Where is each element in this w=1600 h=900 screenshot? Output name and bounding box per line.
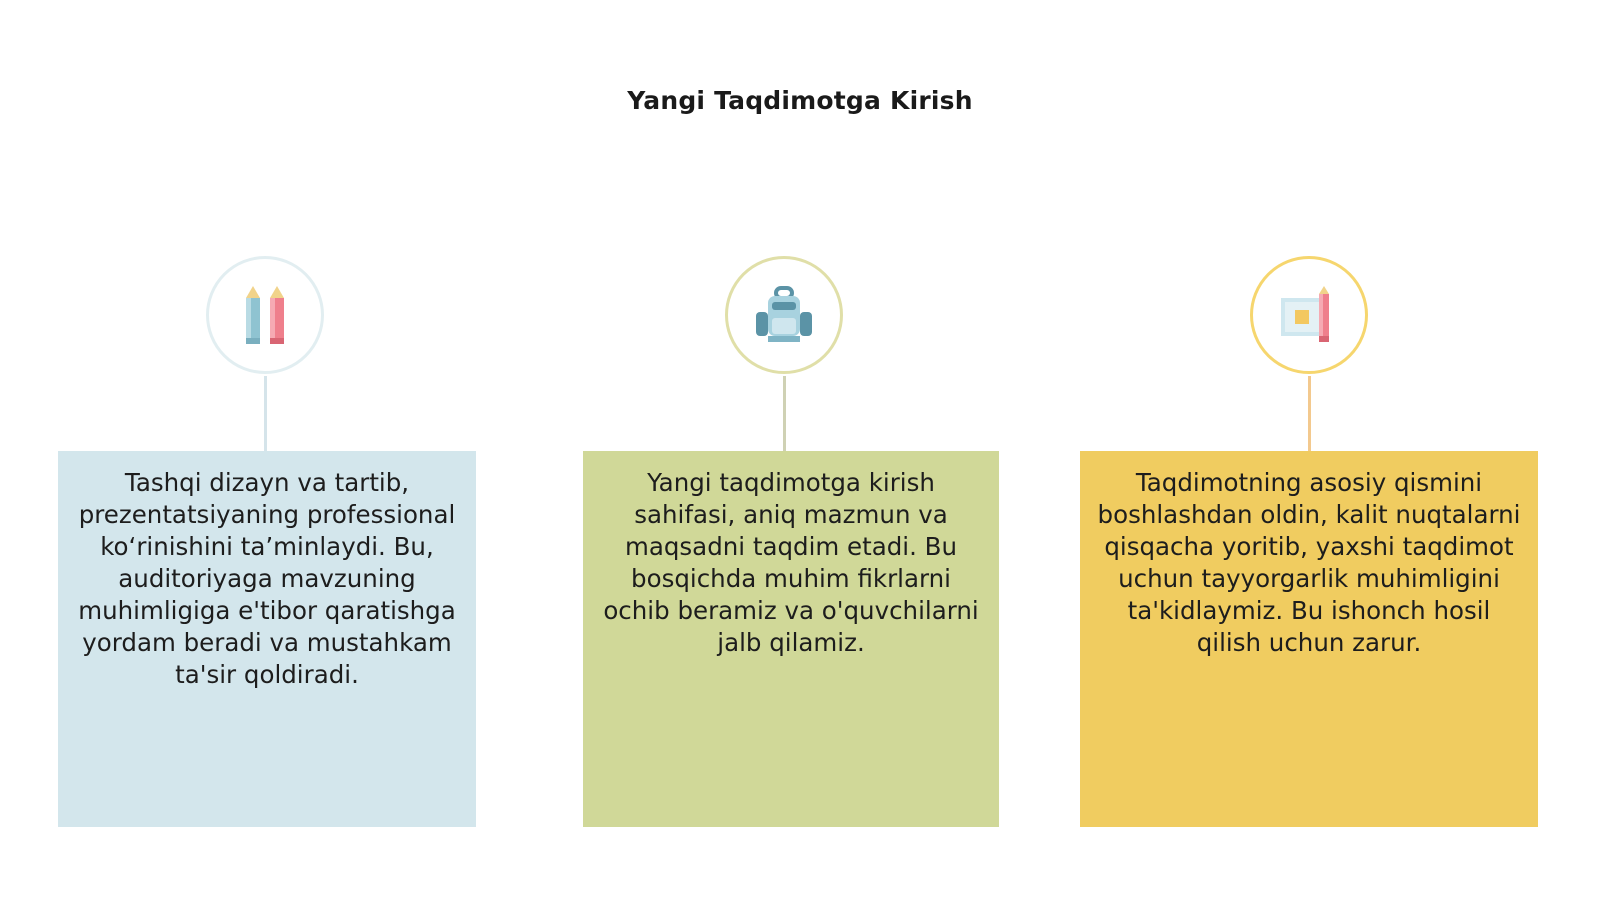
- card-text: Taqdimotning asosiy qismini boshlashdan oldin, kalit nuqtalarni qisqacha yoritib, yaxshi taqdimot uchun tayyorgarlik muhimligini ta'kidlaymiz. Bu ishonch hosil qilish uchun zarur.: [1097, 468, 1521, 657]
- card-text: Yangi taqdimotga kirish sahifasi, aniq mazmun va maqsadni taqdim etadi. Bu bosqichda muhim fikrlarni ochib beramiz va o'quvchilarni jalb qilamiz.: [603, 468, 979, 657]
- info-card-2: [583, 451, 999, 827]
- connector-line: [264, 376, 267, 451]
- canvas-pencil-icon: [1250, 256, 1368, 374]
- pencils-icon: [206, 256, 324, 374]
- connector-line: [783, 376, 786, 451]
- backpack-icon: [725, 256, 843, 374]
- page-title: Yangi Taqdimotga Kirish: [627, 86, 973, 115]
- connector-line: [1308, 376, 1311, 451]
- card-text: Tashqi dizayn va tartib, prezentatsiyaning professional ko‘rinishini ta’minlaydi. Bu, auditoriyaga mavzuning muhimligiga e'tibor qaratishga yordam beradi va mustahkam ta'sir qoldiradi.: [78, 468, 456, 689]
- info-card-1: [58, 451, 476, 827]
- info-card-3: [1080, 451, 1538, 827]
